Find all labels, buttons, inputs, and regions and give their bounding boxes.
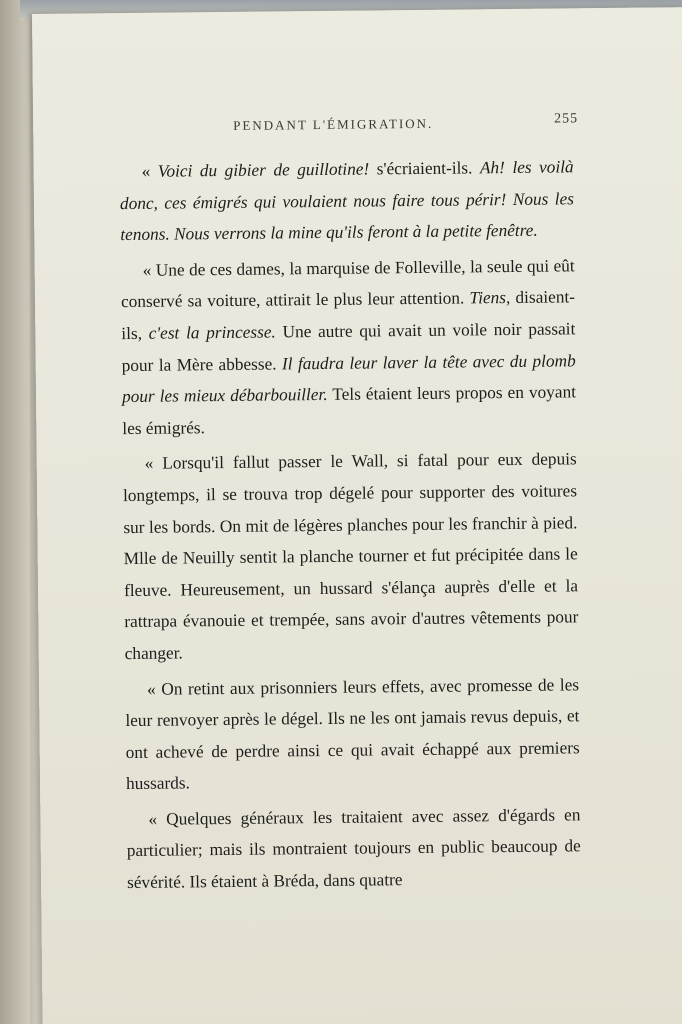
paragraph — [119, 151, 574, 251]
text-run: « Quelques généraux les traitaient avec assez d'égards en particulier; mais ils montraient toujours en public beaucoup de sévérité. Ils étaient à Bréda, dans quatre — [126, 805, 581, 893]
paragraph — [121, 250, 577, 444]
page-number: 255 — [554, 111, 579, 127]
text-run: s'écriaient-ils. — [369, 158, 481, 179]
running-title: PENDANT L'ÉMIGRATION. — [233, 115, 434, 133]
text-run: Une autre qui avait un voile noir passait pour la Mère abbesse. — [121, 319, 576, 375]
book-edge — [0, 0, 30, 1024]
text-run: disaient-ils, — [121, 287, 576, 344]
paragraph — [126, 799, 581, 899]
italic-run: Il faudra leur laver la tête avec du plomb pour les mieux débarbouiller. — [121, 350, 576, 407]
text-run: « — [141, 161, 158, 181]
running-header — [233, 111, 579, 133]
italic-run: c'est la princesse. — [148, 322, 276, 343]
italic-run: Tiens, — [469, 288, 511, 308]
paragraph — [125, 669, 580, 800]
text-run: « On retint aux prisonniers leurs effets, avec promesse de les leur renvoyer après le dégel. Ils ne les ont jamais revus depuis, et ont achevé de perdre ainsi ce qui avait échappé aux premiers hussards. — [125, 674, 580, 794]
body-text — [119, 151, 581, 898]
text-run: « Lorsqu'il fallut passer le Wall, si fatal pour eux depuis longtemps, il se trouva trop dégelé pour supporter des voitures sur les bords. On mit de légères planches pour les franchir à pied. Mlle de Neuilly sentit la planche tourner et fut précipitée dans le fleuve. Heureusement, un hussard s'élança auprès d'elle et la rattrapa évanouie et trempée, sans avoir d'autres vêtements pour changer. — [122, 449, 579, 663]
text-run: « Une de ces dames, la marquise de Folleville, la seule qui eût conservé sa voiture, attirait le plus leur attention. — [120, 256, 575, 312]
italic-run: Ah! les voilà donc, ces émigrés qui voulaient nous faire tous périr! Nous les tenons. Nous verrons la mine qu'ils feront à la petite fenêtre. — [119, 157, 575, 245]
text-run: Tels étaient leurs propos en voyant les émigrés. — [122, 382, 577, 438]
italic-run: Voici du gibier de guillotine! — [157, 159, 370, 181]
book-page — [32, 7, 682, 1024]
paragraph — [123, 444, 579, 670]
